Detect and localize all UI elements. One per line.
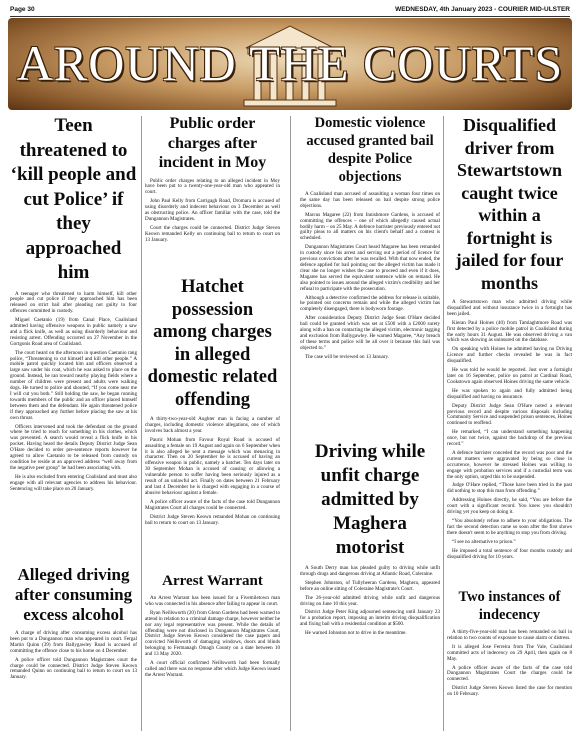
- article-paragraph: “I see no alternative to prison.”: [452, 538, 516, 545]
- article-paragraph: He is also excluded from entering Coalisland and must also engage with all relevant agencies to address his behaviour. Sentencing will take place on 20 January.: [10, 473, 137, 492]
- article-paragraph: Marcus Magaree (22) from Innishmore Gardens, is accused of committing the offences – one of which allegedly caused actual bodily harm – on 25 May. A defence barrister previously entered not guilty pleas to all matters on his client's behalf and a contest is scheduled.: [300, 211, 440, 242]
- column-3: [300, 114, 440, 734]
- article-paragraph: A police officer told Dungannon Magistrates court the charge could be connected. District Judge Steven Keown remanded Quinn on continuing bail to return to court on 13 January.: [10, 656, 137, 681]
- article-paragraph: He remarked, “I can understand something happening once, but not twice, against the backdrop of the previous record.”: [447, 429, 572, 448]
- article-paragraph: An Arrest Warrant has been issued for a Fivemiletown man who was connected in his absence after failing to appear in court.: [145, 595, 280, 607]
- article-paragraph: He was told he would be reported. Just over a fortnight later on 16 September, police on patrol at Cardinal Road, Cookstown again observed Hoines driving the same vehicle.: [447, 367, 572, 385]
- column-1: [10, 114, 137, 734]
- article-paragraph: A Coalisland man accused of assaulting a woman four times on the same day has been released on bail despite strong police objections.: [300, 191, 440, 209]
- article-paragraph: He imposed a total sentence of four months custody and disqualified driving for 10 years.: [447, 547, 572, 560]
- article-domestic-violence: [300, 114, 440, 434]
- article-paragraph: Judge O'Hare replied, “Those have been tried in the past did nothing to stop this man from offending.”: [447, 482, 572, 495]
- article-paragraph: Officers intervened and took the defendant on the ground where he tried to reach for something in his clothes, which was prevented. A search would reveal a flick knife in his pocket. Having heard the details Deputy District Judge Sean O'Hare decided to order pre-sentence reports however he agreed to allow Caetanio to be released from custody on condition he reside at an approved address “well away from the negative peer group” he had been associating with.: [10, 423, 137, 471]
- article-paragraph: District Judge Steven Keown listed the case for mention on 10 February.: [447, 685, 572, 698]
- article-paragraph: Deputy District Judge Sean O'Hare noted a relevant previous record and despite various disposals including Community Service and suspended prison sentences, Hoines continued to reoffend.: [447, 402, 572, 427]
- article-alleged: [10, 565, 137, 733]
- column-2: [145, 114, 280, 734]
- page-header-line: [10, 4, 570, 17]
- article-public: [145, 114, 280, 272]
- headline-driving-unfit: Driving while unfit charge admitted by Maghera motorist: [314, 441, 426, 558]
- article-paragraph: Court the charges could be connected. District Judge Steven Keown remanded Kelly on continuing bail to return to court on 13 January.: [145, 224, 280, 243]
- article-paragraph: Addressing Hoines directly, he said, “You are before the court with a significant record. You knew you shouldn't driving yet you keep on doing it.: [447, 497, 572, 516]
- column-rule: [443, 116, 444, 731]
- article-disqualified: [447, 114, 572, 582]
- article-paragraph: Pauric Mohan from Favour Royal Road is accused of assaulting a female on 19 August and again on 6 September when it is also alleged he sent a message which was menacing in character. Then on 20 September he is accused of having an offensive weapon in public, namely a hatchet. Ten days later on 30 September Mohan is accused of causing or allowing a vulnerable person to suffer having been seriously injured as a result of an unlawful act. Finally on dates between 21 February and last 4 December he is charged with engaging in a course of abusive behaviour against a female.: [145, 436, 280, 496]
- article-hatchet: [145, 276, 280, 566]
- article-paragraph: “You absolutely refuse to adhere to your obligations. The fact the second detection came so soon after the first shows there doesn't seem to be anything to stop you from driving.: [447, 518, 572, 536]
- article-paragraph: A teenager who threatened to harm himself, kill other people and cut police if they approached him has been released on strict bail after pleading not guilty to four offences committed in custody.: [10, 290, 137, 315]
- article-paragraph: Ryan Neillsworth (20) from Glenn Gardens had been warned to attend in relation to a criminal damage charge, however neither he nor any legal representative was present. While the details of offending were not disclosed in Dungannon Magistrates Court, District Judge Steven Keown considered the case papers and convicted Neillsworth of damaging windows, doors and blinds belonging to Fermanagh Omagh County on a date between 10 and 13 May 2020.: [145, 609, 280, 658]
- headline-alleged: Alleged driving after consuming excess alcohol: [14, 565, 133, 624]
- column-rule: [290, 116, 291, 731]
- headline-public: Public order charges after incident in Moy: [158, 115, 267, 171]
- page-number: Page 30: [10, 6, 35, 13]
- article-paragraph: Stephen Johnston, of Tullyheeran Gardens, Maghera, appeared before an online sitting of Coleraine Magistrate's Court.: [300, 579, 440, 592]
- article-paragraph: John Paul Kelly from Carrigagh Road, Dromara is accused of using disorderly and indecent behaviour on 3 December as well as obstructing police. An officer familiar with the case, told the Dungannon Magistrates.: [145, 198, 280, 222]
- headline-indecency: Two instances of indecency: [458, 589, 561, 623]
- article-paragraph: District Judge Peter King adjourned sentencing until January 23 for a probation report, imposing an interim driving disqualification and fixing bail with a residential condition at $500.: [300, 609, 440, 628]
- article-paragraph: A court official confirmed Neillsworth had been formally called and there was no response after which Judge Keown issued the Arrest Warrant.: [145, 660, 280, 678]
- article-paragraph: District Judge Steven Keown remanded Mohan on continuing bail to return to court on 13 January.: [145, 513, 280, 526]
- headline-hatchet: Hatchet possession among charges in alleged domestic related offending: [147, 277, 278, 410]
- column-4: [447, 114, 572, 734]
- article-paragraph: He warned Johnston not to drive in the meantime.: [305, 630, 407, 637]
- article-paragraph: A police officer aware of the facts of the case told Dungannon Magistrates Court the charges could be connected.: [447, 664, 572, 683]
- article-paragraph: A defence barrister conceded the record was poor and the current matters were aggravated by being so close in occurrence, however he stressed Hoines was willing to engage with probation services and if a custodial term was the only option, urged this to be suspended.: [447, 449, 572, 480]
- article-paragraph: A Stewartstown man who admitted driving while disqualified and without insurance twice in a fortnight has been jailed.: [447, 299, 572, 317]
- article-paragraph: Although a detective confirmed the address for release is suitable, he pointed out concerns remain and while the alleged victim has completely disengaged, there is bodyworn footage.: [300, 294, 440, 313]
- article-paragraph: The 26-year-old admitted driving while unfit and dangerous driving on June 10 this year.: [300, 594, 440, 607]
- article-paragraph: A South Derry man has pleaded guilty to driving while unfit through drugs and dangerous driving at Atlantic Road, Coleraine.: [300, 565, 440, 577]
- headline-teen: Teen threatened to ‘kill people and cut Police’ if they approached him: [10, 115, 137, 283]
- article-paragraph: Kieran Paul Hoines (40) from Tamlaghtmore Road was first detected by a police mobile patrol in Coalisland during the early hours 31 August. He was observed driving a van which was showing as uninsured on the database.: [447, 319, 572, 344]
- headline-disqualified: Disqualified driver from Stewartstown caught twice within a fortnight is jailed for four months: [455, 115, 564, 293]
- banner-title: AROUND THE COURTS: [16, 35, 564, 91]
- article-paragraph: A police officer aware of the facts of the case told Dungannon Magistrates Court all charges could be connected.: [145, 498, 280, 511]
- article-paragraph: Dungannon Magistrates Court heard Magaree has been remanded in custody since his arrest and serving out a period of licence for previous convictions after he was recalled. With that now ended, the defence applied for bail pointing out the alleged victim has made it clear she no longer wishes the case to proceed and even if it does, Magaree has served the equivalent sentence while on remand. He also pointed to issues around the alleged victim's credibility and her refusal to participate with the prosecution.: [300, 244, 440, 292]
- article-teen: [10, 114, 137, 559]
- around-the-courts-banner: [8, 18, 572, 110]
- article-paragraph: The case will be reviewed on 13 January.: [305, 353, 389, 360]
- article-paragraph: A charge of driving after consuming excess alcohol has been put to a Dungannon man who appeared in court. Fergal Martin Quinn (39) from Ballygawley Road is accused of committing the offence close to his home on 4 December.: [10, 630, 137, 654]
- article-paragraph: A thirty-two-year-old Aughter man is facing a number of charges, including domestic violence allegations, one of which involves back almost a year.: [145, 416, 280, 434]
- article-indecency: [447, 588, 572, 728]
- article-paragraph: It is alleged Jose Ferreira from The Vale, Coalisland committed acts of indecency on 29 April, then again on 8 May.: [447, 643, 572, 662]
- article-paragraph: After consideration Deputy District Judge Sean O'Hare decided bail could be granted which was set at £500 with a £2000 surety along with a ban on contacting the alleged victim, electronic tagging and exclusion from Ballygawley. He warned Magaree, “Any breach of these terms and police will be all over it because this bail was objected to.”: [300, 315, 440, 351]
- article-paragraph: Public order charges relating to an alleged incident in Moy have been put to a twenty-one-year-old man who appeared in court.: [145, 177, 280, 196]
- article-driving-unfit: [300, 440, 440, 730]
- headline-arrest: Arrest Warrant: [162, 573, 263, 589]
- column-rule: [141, 116, 142, 731]
- article-paragraph: He was spoken to again and fully admitted being disqualified and having no insurance.: [447, 387, 572, 400]
- headline-domestic-violence: Domestic violence accused granted bail despite Police objections: [306, 115, 434, 185]
- article-paragraph: A thirty-five-year-old man has been remanded on bail in relation to two counts of exposure to cause alarm or distress.: [447, 629, 572, 641]
- date-line: WEDNESDAY, 4th January 2023 - COURIER MID-ULSTER: [395, 6, 570, 13]
- article-paragraph: On speaking with Hoines he admitted having no Driving Licence and further checks revealed he was in fact disqualified.: [447, 346, 572, 365]
- article-paragraph: The court heard on the afternoon in question Caetanio rang police, “Threatening to cut himself and kill other people.” A mobile patrol quickly located him and officers observed a large saw under his coat, which he was asked to place on the ground. Instead, he ran toward nearby playing fields where a number of children were present and adults were walking dogs. He turned to police and shouted, “If you come near me I will cut you both.” Still holding the saw, he began running towards members of the public and an officer placed himself between them and the defendant. He again threatened police if they approached any further before placing the saw at his own throat.: [10, 349, 137, 421]
- article-paragraph: Miguel Caetanio (19) from Canal Place, Coalisland admitted having offensive weapons in public namely a saw and a flick knife, as well as using disorderly behaviour and resisting arrest. Offending occurred on 27 November in the Gortgonis Road area of Coalisland.: [10, 317, 137, 347]
- article-arrest: [145, 572, 280, 732]
